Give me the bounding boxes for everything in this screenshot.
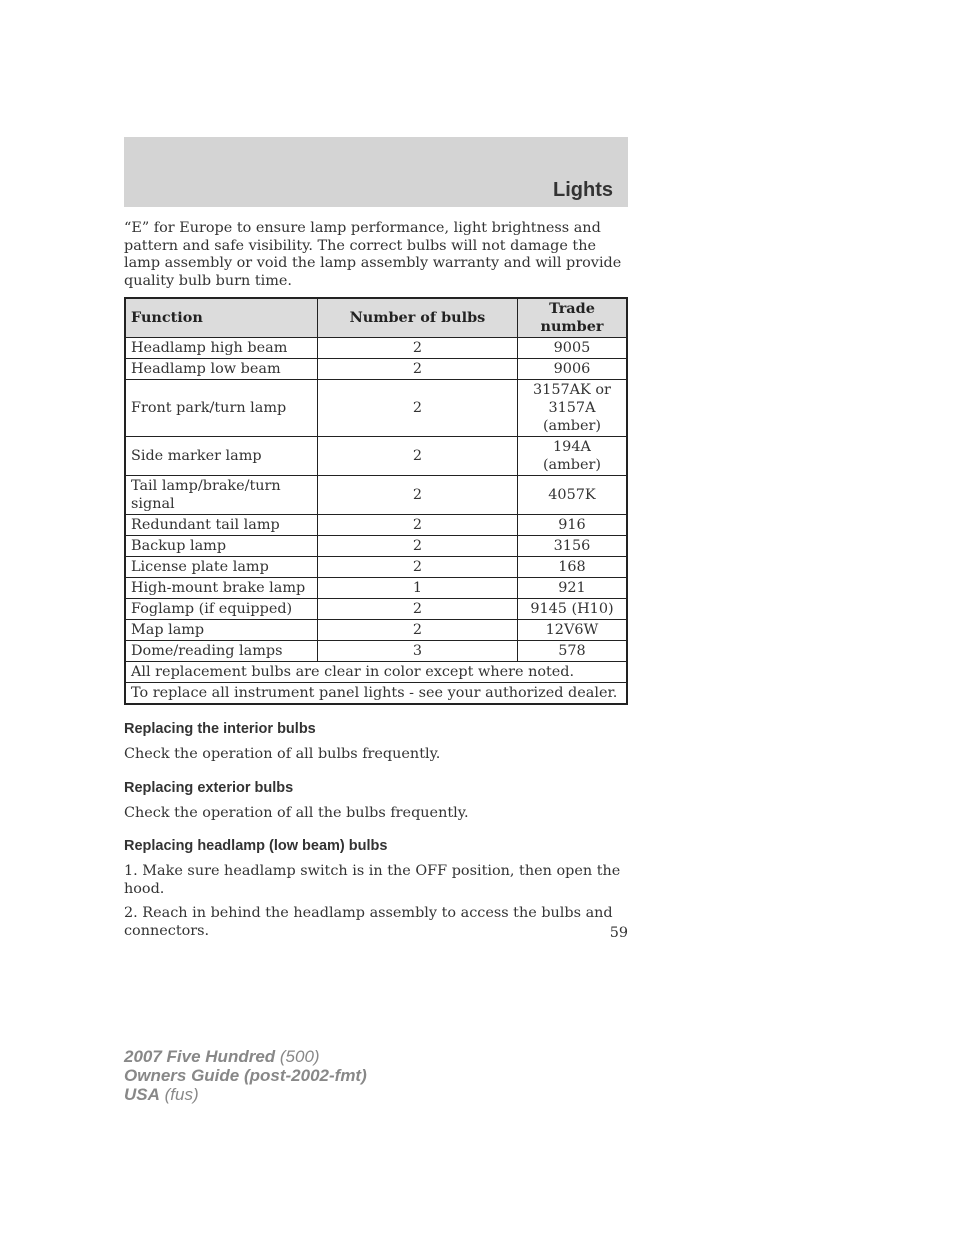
trade-number-cell: 9145 (H10) [517, 599, 627, 620]
section-heading-interior-bulbs: Replacing the interior bulbs [124, 721, 316, 737]
function-cell: Front park/turn lamp [125, 380, 317, 437]
section-text-exterior-bulbs: Check the operation of all the bulbs frequently. [124, 804, 469, 821]
table-row [125, 359, 627, 380]
bulb-count-cell: 2 [317, 536, 517, 557]
trade-number-cell: 3156 [517, 536, 627, 557]
section-text-interior-bulbs: Check the operation of all bulbs frequently. [124, 746, 441, 762]
section-heading-exterior-bulbs: Replacing exterior bulbs [124, 779, 294, 796]
trade-number-cell: 578 [517, 641, 627, 662]
bulb-count-cell: 2 [317, 620, 517, 641]
table-row [125, 641, 627, 662]
footer-line-3 [124, 1085, 367, 1104]
intro-paragraph: “E” for Europe to ensure lamp performance, light brightness and pattern and safe visibility. The correct bulbs will not damage the lamp assembly or void the lamp assembly warranty and will provide quality bulb burn time. [124, 220, 622, 289]
footer-model-code: (500) [275, 1047, 320, 1066]
bulb-count-cell: 2 [317, 476, 517, 515]
function-cell: License plate lamp [125, 557, 317, 578]
column-header-number-of-bulbs: Number of bulbs [317, 298, 517, 338]
table-row [125, 620, 627, 641]
bulb-count-cell: 2 [317, 599, 517, 620]
table-note: To replace all instrument panel lights - see your authorized dealer. [125, 683, 627, 705]
section-heading-headlamp-bulbs: Replacing headlamp (low beam) bulbs [124, 838, 388, 854]
step-1: 1. Make sure headlamp switch is in the OFF position, then open the hood. [124, 863, 621, 897]
page-number: 59 [609, 925, 628, 941]
section-title: Lights [553, 179, 613, 201]
function-cell: Map lamp [125, 620, 317, 641]
table-row [125, 578, 627, 599]
column-header-function: Function [125, 298, 317, 338]
trade-number-cell: 194A (amber) [517, 437, 627, 476]
table-row [125, 380, 627, 437]
table-note: All replacement bulbs are clear in color except where noted. [125, 662, 627, 683]
table-note-row [125, 662, 627, 683]
trade-number-cell: 4057K [517, 476, 627, 515]
bulb-count-cell: 2 [317, 338, 517, 359]
bulb-count-cell: 2 [317, 515, 517, 536]
table-row [125, 515, 627, 536]
function-cell: Foglamp (if equipped) [125, 599, 317, 620]
table-note-row [125, 683, 627, 705]
table-row [125, 536, 627, 557]
table-row [125, 437, 627, 476]
footer-region-code: (fus) [159, 1085, 199, 1104]
trade-number-cell: 168 [517, 557, 627, 578]
trade-number-cell: 9006 [517, 359, 627, 380]
bulb-count-cell: 3 [317, 641, 517, 662]
function-cell: Backup lamp [125, 536, 317, 557]
function-cell: Headlamp low beam [125, 359, 317, 380]
bulb-count-cell: 2 [317, 359, 517, 380]
bulb-count-cell: 1 [317, 578, 517, 599]
function-cell: Side marker lamp [125, 437, 317, 476]
bulb-count-cell: 2 [317, 557, 517, 578]
table-row [125, 557, 627, 578]
bulb-table [124, 297, 628, 705]
function-cell: High-mount brake lamp [125, 578, 317, 599]
step-2: 2. Reach in behind the headlamp assembly to access the bulbs and connectors. [124, 905, 613, 939]
footer-model: 2007 Five Hundred [124, 1047, 276, 1066]
trade-number-cell: 3157AK or 3157A (amber) [517, 380, 627, 437]
function-cell: Tail lamp/brake/turn signal [125, 476, 317, 515]
footer-line-2 [124, 1066, 367, 1085]
function-cell: Redundant tail lamp [125, 515, 317, 536]
table-row [125, 476, 627, 515]
trade-number-cell: 9005 [517, 338, 627, 359]
footer-line-1 [124, 1047, 367, 1066]
footer-region: USA [124, 1085, 160, 1104]
column-header-trade-number: Trade number [517, 298, 627, 338]
bulb-count-cell: 2 [317, 437, 517, 476]
function-cell: Headlamp high beam [125, 338, 317, 359]
bulb-count-cell: 2 [317, 380, 517, 437]
table-header-row [125, 298, 627, 338]
function-cell: Dome/reading lamps [125, 641, 317, 662]
section-header-band [124, 137, 628, 207]
page-content [124, 220, 628, 940]
table-row [125, 599, 627, 620]
document-footer [124, 1047, 367, 1104]
trade-number-cell: 921 [517, 578, 627, 599]
footer-guide: Owners Guide (post-2002-fmt) [124, 1066, 367, 1085]
table-row [125, 338, 627, 359]
trade-number-cell: 12V6W [517, 620, 627, 641]
trade-number-cell: 916 [517, 515, 627, 536]
